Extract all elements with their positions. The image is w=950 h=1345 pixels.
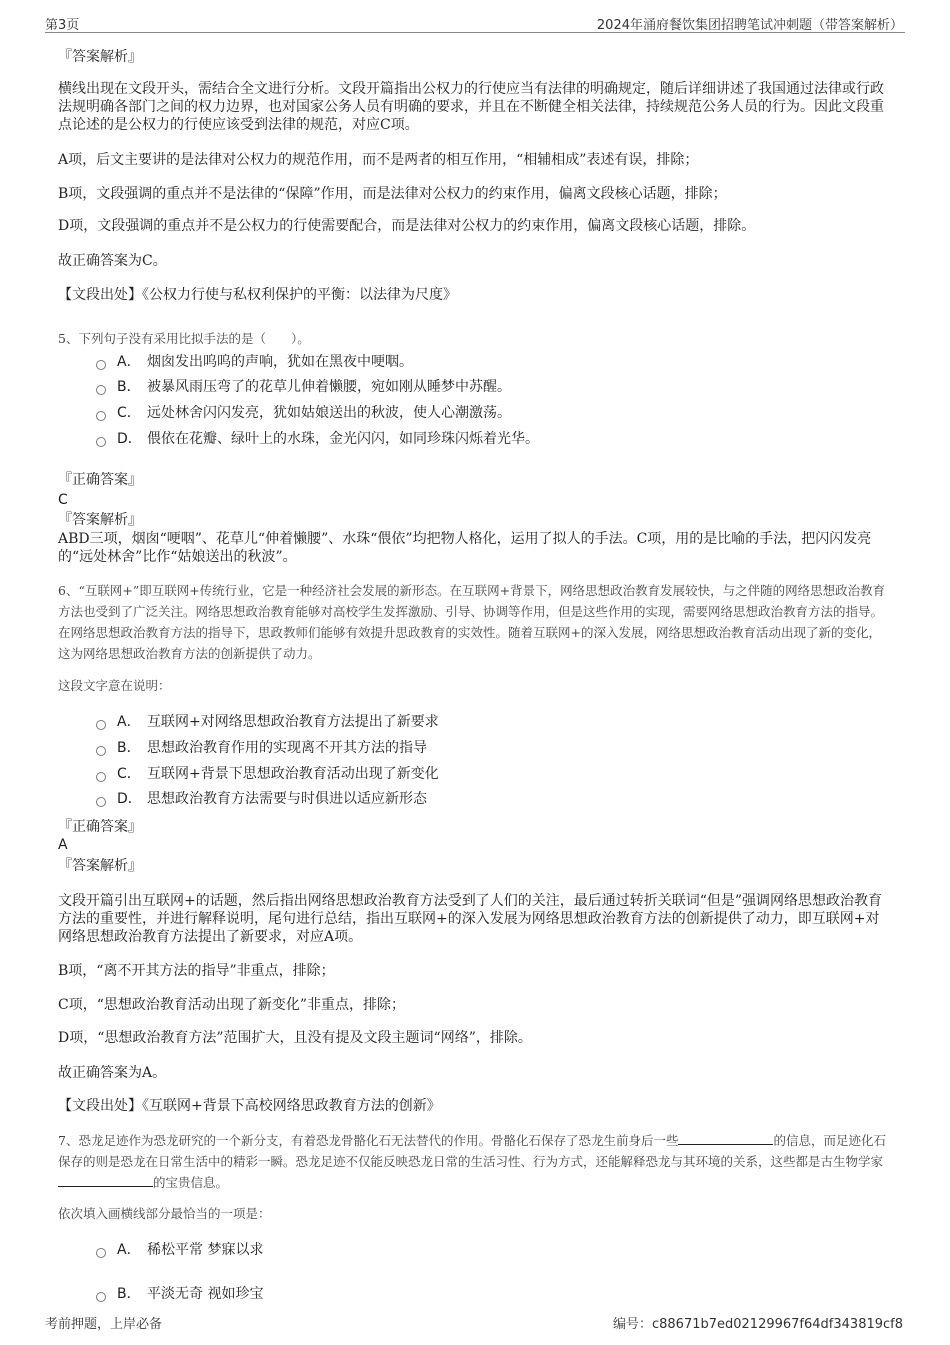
- q7-option-a[interactable]: [96, 1241, 263, 1259]
- radio-icon[interactable]: [96, 1248, 106, 1258]
- option-key: C．: [117, 766, 141, 782]
- radio-icon[interactable]: [96, 360, 106, 370]
- footer-slogan: 考前押题，上岸必备: [45, 1317, 163, 1332]
- q7-stem-part1: 7、恐龙足迹作为恐龙研究的一个新分支，有着恐龙骨骼化石无法替代的作用。骨骼化石保存了恐龙生前身后一些: [58, 1133, 679, 1148]
- page-number: 第3页: [45, 18, 80, 33]
- q4-analysis-label: 『答案解析』: [58, 49, 142, 65]
- q4-source: 【文段出处】《公权力行使与私权利保护的平衡：以法律为尺度》: [58, 287, 457, 303]
- fill-blank-2: [58, 1174, 153, 1187]
- q6-option-b[interactable]: [96, 739, 427, 757]
- radio-icon[interactable]: [96, 385, 106, 395]
- q6-source: 【文段出处】《互联网+背景下高校网络思政教育方法的创新》: [58, 1098, 441, 1114]
- q5-answer: C: [58, 492, 68, 508]
- q6-analysis-label: 『答案解析』: [58, 858, 142, 874]
- footer-serial: 编号：c88671b7ed02129967f64df343819cf8: [612, 1317, 903, 1332]
- q6-option-a[interactable]: [96, 713, 439, 731]
- q6-answer-label: 『正确答案』: [58, 819, 142, 835]
- q4-option-a-note: A项，后文主要讲的是法律对公权力的规范作用，而不是两者的相互作用，“相辅相成”表述有误，排除；: [58, 152, 699, 168]
- q7-option-b[interactable]: [96, 1285, 263, 1303]
- q6-option-c[interactable]: [96, 765, 439, 783]
- option-text: 思想政治教育方法需要与时俱进以适应新形态: [147, 791, 427, 807]
- q5-analysis-label: 『答案解析』: [58, 512, 142, 528]
- header-divider: [45, 32, 905, 33]
- q6-option-c-note: C项，“思想政治教育活动出现了新变化”非重点，排除；: [58, 997, 406, 1013]
- q6-prompt: 这段文字意在说明：: [58, 678, 171, 693]
- option-key: B．: [117, 379, 141, 395]
- q5-option-c[interactable]: [96, 404, 511, 422]
- q6-analysis-text: 文段开篇引出互联网+的话题，然后指出网络思想政治教育方法受到了人们的关注，最后通过转折关联词“但是”强调网络思想政治教育方法的重要性，并进行解释说明，尾句进行总结，指出互联网+的深入发展为网络思想政治教育方法的创新提供了动力，即互联网+对网络思想政治教育方法提出了新要求，对应A项。: [58, 893, 883, 945]
- document-title: 2024年涌府餐饮集团招聘笔试冲刺题（带答案解析）: [596, 18, 903, 33]
- option-key: D．: [117, 431, 142, 447]
- option-key: B．: [117, 1286, 141, 1302]
- radio-icon[interactable]: [96, 437, 106, 447]
- q5-analysis-text: ABD三项，烟囱“哽咽”、花草儿“伸着懒腰”、水珠“偎依”均把物人格化，运用了拟人的手法。C项，用的是比喻的手法，把闪闪发亮的“远处林舍”比作“姑娘送出的秋波”。: [58, 531, 872, 565]
- q5-option-b[interactable]: [96, 378, 511, 396]
- q4-option-b-note: B项，文段强调的重点并不是法律的“保障”作用，而是法律对公权力的约束作用，偏离文段核心话题，排除；: [58, 186, 727, 202]
- q4-conclusion: 故正确答案为C。: [58, 253, 167, 269]
- option-key: B．: [117, 740, 141, 756]
- q7-prompt: 依次填入画横线部分最恰当的一项是：: [58, 1206, 271, 1221]
- option-key: A．: [117, 1242, 141, 1258]
- option-key: D．: [117, 791, 142, 807]
- q5-answer-label: 『正确答案』: [58, 472, 142, 488]
- option-text: 烟囱发出呜呜的声响，犹如在黑夜中哽咽。: [147, 354, 413, 370]
- radio-icon[interactable]: [96, 772, 106, 782]
- q4-option-d-note: D项，文段强调的重点并不是公权力的行使需要配合，而是法律对公权力的约束作用，偏离文段核心话题，排除。: [58, 218, 756, 234]
- q6-stem: 6、“互联网+”即互联网+传统行业，它是一种经济社会发展的新形态。在互联网+背景下，网络思想政治教育发展较快，与之伴随的网络思想政治教育方法也受到了广泛关注。网络思想政治教育能够对高校学生发挥激励、引导、协调等作用，但是这些作用的实现，需要网络思想政治教育方法的指导。在网络思想政治教育方法的指导下，思政教师们能够有效提升思政教育的实效性。随着互联网+的深入发展，网络思想政治教育活动出现了新的变化，这为网络思想政治教育方法的创新提供了动力。: [58, 583, 886, 661]
- option-key: A．: [117, 714, 141, 730]
- radio-icon[interactable]: [96, 720, 106, 730]
- radio-icon[interactable]: [96, 411, 106, 421]
- q5-option-d[interactable]: [96, 430, 539, 448]
- option-text: 稀松平常 梦寐以求: [147, 1242, 264, 1258]
- q5-stem: 5、下列句子没有采用比拟手法的是（ ）。: [58, 331, 310, 346]
- q7-stem-part2: 的信息，而足迹化石保存的则是恐龙在日常生活中的精彩一瞬。恐龙足迹不仅能反映恐龙日常的生活习性、行为方式，还能解释恐龙与其环境的关系，这些都是古生物学家: [58, 1133, 886, 1169]
- q7-stem: [58, 1130, 890, 1193]
- option-text: 平淡无奇 视如珍宝: [147, 1286, 264, 1302]
- radio-icon[interactable]: [96, 1292, 106, 1302]
- q5-option-a[interactable]: [96, 353, 413, 371]
- q6-conclusion: 故正确答案为A。: [58, 1065, 167, 1081]
- option-text: 互联网+背景下思想政治教育活动出现了新变化: [147, 766, 439, 782]
- option-text: 偎依在花瓣、绿叶上的水珠，金光闪闪，如同珍珠闪烁着光华。: [147, 431, 539, 447]
- q6-option-d[interactable]: [96, 790, 427, 808]
- option-text: 被暴风雨压弯了的花草儿伸着懒腰，宛如刚从睡梦中苏醒。: [147, 379, 511, 395]
- option-text: 思想政治教育作用的实现离不开其方法的指导: [147, 740, 427, 756]
- q4-analysis-text: 横线出现在文段开头，需结合全文进行分析。文段开篇指出公权力的行使应当有法律的明确规定，随后详细讲述了我国通过法律或行政法规明确各部门之间的权力边界，也对国家公务人员有明确的要求，并且在不断健全相关法律，持续规范公务人员的行为。因此文段重点论述的是公权力的行使应该受到法律的规范，对应C项。: [58, 81, 884, 133]
- option-key: C．: [117, 405, 141, 421]
- q6-option-b-note: B项，“离不开其方法的指导”非重点，排除；: [58, 963, 335, 979]
- option-text: 互联网+对网络思想政治教育方法提出了新要求: [147, 714, 439, 730]
- q6-answer: A: [58, 837, 68, 853]
- fill-blank-1: [678, 1132, 773, 1145]
- q6-option-d-note: D项，“思想政治教育方法”范围扩大，且没有提及文段主题词“网络”，排除。: [58, 1030, 532, 1046]
- option-key: A．: [117, 354, 141, 370]
- radio-icon[interactable]: [96, 797, 106, 807]
- option-text: 远处林舍闪闪发亮，犹如姑娘送出的秋波，使人心潮激荡。: [147, 405, 511, 421]
- q7-stem-part3: 的宝贵信息。: [153, 1175, 229, 1190]
- radio-icon[interactable]: [96, 746, 106, 756]
